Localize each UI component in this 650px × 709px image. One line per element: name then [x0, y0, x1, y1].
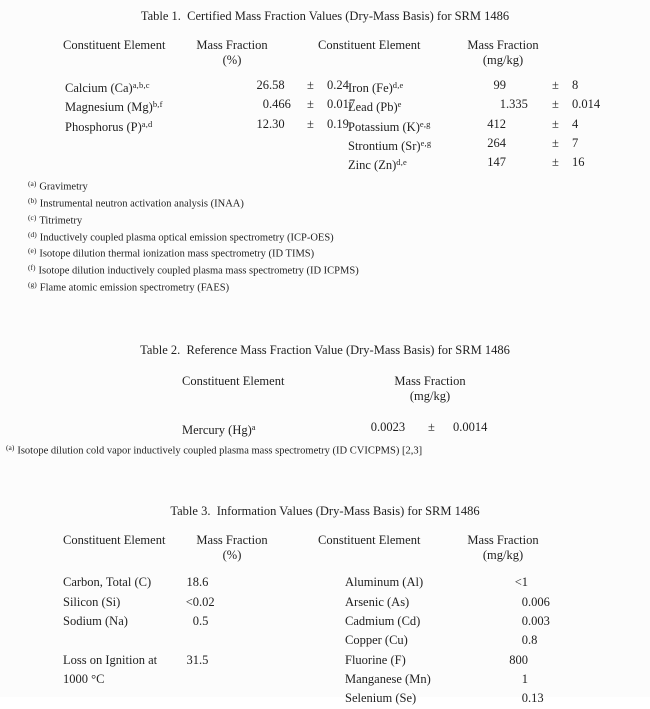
footnote-label: (a): [6, 443, 15, 453]
table-row: [0, 593, 650, 612]
element-name: Fluorine (F): [345, 652, 406, 667]
element-name: Loss on Ignition at: [63, 652, 158, 667]
table3-header-massfraction-left: [182, 533, 282, 563]
table-row: [0, 153, 650, 172]
footnote: [28, 228, 650, 245]
table3-rows: [0, 573, 650, 709]
value-integer: 0: [521, 613, 528, 628]
value-integer: <1: [514, 575, 528, 590]
footnote-text: Isotope dilution cold vapor inductively coupled plasma mass spectrometry (ID CVICPMS) [2,3]: [17, 445, 423, 457]
method-superscript: e,g: [419, 118, 431, 129]
value-integer: 0: [262, 97, 269, 112]
element-name: Arsenic (As): [345, 594, 410, 609]
value-integer: 0: [521, 594, 528, 609]
method-superscript: e: [397, 99, 402, 110]
table2-header-element: Constituent Element: [182, 374, 285, 389]
footnote-label: (f): [28, 263, 36, 272]
plus-minus-sign: ±: [428, 420, 435, 435]
table-row: [0, 76, 650, 95]
method-superscript: e,g: [420, 137, 432, 148]
header-label: Mass Fraction: [467, 533, 539, 548]
footnote-text: Inductively coupled plasma optical emission spectrometry (ICP-OES): [39, 232, 334, 244]
table3-section: [0, 504, 650, 709]
value-integer: <0: [185, 594, 199, 609]
table-row: [0, 134, 650, 153]
plus-minus-sign: ±: [552, 97, 559, 112]
value-integer: 0: [521, 691, 528, 706]
element-name: Strontium $(Sr)^{e,g}$: [348, 137, 432, 153]
element-name: Iron $(Fe)^{d,e}$: [348, 80, 404, 95]
method-superscript: a,b,c: [132, 80, 150, 90]
value-fraction: .003: [528, 613, 550, 628]
table2-header-massfraction: [380, 374, 480, 404]
footnote-text: Isotope dilution inductively coupled plasma mass spectrometry (ID ICPMS): [38, 265, 359, 277]
header-label: Mass Fraction: [467, 38, 539, 52]
footnote: [28, 244, 650, 261]
value-fraction: .6: [199, 575, 209, 590]
table1-header-massfraction-right: [453, 38, 553, 68]
element-name: Copper (Cu): [345, 633, 408, 648]
method-superscript: a,d: [141, 118, 153, 129]
element-name: Mercury $(Hg)^a$: [182, 422, 256, 438]
method-superscript: a: [251, 422, 256, 433]
footnote-text: Gravimetry: [39, 181, 88, 193]
element-name: Selenium (Se): [345, 691, 417, 706]
value-integer: 800: [509, 652, 528, 667]
table3-title: Table 3. Information Values (Dry-Mass Basis) for SRM 1486: [170, 504, 480, 519]
value-fraction: .30: [269, 116, 285, 131]
footnote-text: Flame atomic emission spectrometry (FAES): [39, 282, 230, 294]
footnote: [28, 261, 650, 278]
uncertainty-value: 0.19: [327, 116, 349, 131]
value-integer: 0: [192, 613, 199, 628]
value-integer: 0: [370, 420, 377, 435]
uncertainty-value: 8: [572, 78, 579, 92]
value-integer: 1: [521, 672, 528, 687]
value-fraction: .5: [199, 652, 209, 667]
table2-section: [0, 343, 650, 458]
value-integer: 26: [256, 78, 269, 92]
footnote-label: (c): [28, 212, 37, 222]
element-name: Lead $(Pb)^e$: [348, 99, 402, 115]
method-superscript: d,e: [392, 80, 404, 90]
table3-header-massfraction-right: [453, 533, 553, 563]
value-fraction: .006: [528, 594, 550, 609]
header-unit: (%): [222, 53, 242, 67]
table1-footnotes: [0, 177, 650, 294]
value-integer: 99: [493, 78, 506, 92]
method-superscript: b,f: [152, 99, 163, 110]
plus-minus-sign: ±: [552, 135, 559, 150]
value-integer: 412: [487, 116, 506, 131]
element-name: Potassium $(K)^{e,g}$: [348, 118, 431, 134]
value-fraction: .58: [269, 78, 285, 92]
table1-header-element-right: Constituent Element: [318, 38, 421, 52]
value-integer: 12: [256, 116, 269, 131]
header-unit: (mg/kg): [482, 53, 524, 67]
footnote: [6, 441, 650, 458]
plus-minus-sign: ±: [552, 78, 559, 92]
table-row: [0, 115, 650, 134]
value-integer: 264: [487, 135, 506, 150]
value-fraction: .02: [199, 594, 215, 609]
uncertainty-value: 0.017: [327, 97, 356, 112]
table-row: [0, 573, 650, 592]
value-fraction: .0023: [377, 420, 406, 435]
header-unit: (mg/kg): [482, 548, 524, 563]
element-name: Carbon, Total (C): [63, 575, 152, 590]
plus-minus-sign: ±: [307, 97, 314, 112]
table-row: [0, 631, 650, 650]
footnote-text: Titrimetry: [39, 215, 83, 227]
uncertainty-value: 4: [572, 116, 579, 131]
footnote-label: (a): [28, 179, 37, 189]
footnote-text: Isotope dilution thermal ionization mass spectrometry (ID TIMS): [39, 248, 315, 260]
plus-minus-sign: ±: [307, 116, 314, 131]
footnote-label: (d): [28, 229, 37, 239]
footnote-label: (e): [28, 246, 37, 256]
header-label: Mass Fraction: [196, 38, 268, 52]
plus-minus-sign: ±: [552, 155, 559, 170]
uncertainty-value: 0.24: [327, 78, 349, 92]
table3-header-row: [0, 533, 650, 563]
element-name: Sodium (Na): [63, 613, 128, 628]
table-row: [0, 419, 650, 438]
value-fraction: .335: [506, 97, 528, 112]
element-name: Silicon (Si): [63, 594, 121, 609]
footnote-label: (b): [28, 196, 37, 206]
footnote-text: Instrumental neutron activation analysis (INAA): [39, 198, 244, 210]
element-name: Cadmium (Cd): [345, 613, 421, 628]
value-integer: 0: [521, 633, 528, 648]
value-fraction: .466: [269, 97, 291, 112]
table-row: [0, 689, 650, 708]
uncertainty-value: 0.0014: [453, 420, 488, 435]
element-name: Magnesium $(Mg)^{b,f}$: [65, 99, 163, 115]
table-row: [0, 670, 650, 689]
table-row: [0, 95, 650, 114]
footnote: [28, 211, 650, 228]
uncertainty-value: 7: [572, 135, 579, 150]
element-name: Calcium $(Ca)^{a,b,c}$: [65, 80, 150, 95]
header-unit: (mg/kg): [409, 389, 451, 404]
value-fraction: .8: [528, 633, 538, 648]
footnote: [28, 177, 650, 194]
table2-title: Table 2. Reference Mass Fraction Value (Dry-Mass Basis) for SRM 1486: [140, 343, 510, 358]
value-integer: 147: [487, 155, 506, 170]
uncertainty-value: 0.014: [572, 97, 601, 112]
table-row: [0, 651, 650, 670]
value-integer: 1: [499, 97, 506, 112]
header-label: Mass Fraction: [394, 374, 466, 389]
table1-header-element-left: Constituent Element: [63, 38, 166, 52]
table2-rows: [0, 419, 650, 438]
table-row: [0, 612, 650, 631]
table1-title: Table 1. Certified Mass Fraction Values (Dry-Mass Basis) for SRM 1486: [140, 9, 510, 23]
value-integer: 18: [186, 575, 199, 590]
value-integer: 31: [186, 652, 199, 667]
table2-header-row: [0, 374, 650, 404]
table1-header-row: [0, 38, 650, 68]
element-name: Aluminum (Al): [345, 575, 424, 590]
footnote: [28, 194, 650, 211]
header-label: Mass Fraction: [196, 533, 268, 548]
table1-header-massfraction-left: [182, 38, 282, 68]
table2-footnotes: [0, 441, 650, 458]
element-name: Phosphorus $(P)^{a,d}$: [65, 118, 153, 134]
header-unit: (%): [222, 548, 242, 563]
table1-section: [0, 0, 650, 294]
footnote: [28, 278, 650, 295]
value-fraction: .5: [199, 613, 209, 628]
table3-header-element-left: Constituent Element: [63, 533, 166, 548]
value-fraction: .13: [528, 691, 544, 706]
plus-minus-sign: ±: [307, 78, 314, 92]
table3-header-element-right: Constituent Element: [318, 533, 421, 548]
element-name: Zinc $(Zn)^{d,e}$: [348, 157, 407, 173]
plus-minus-sign: ±: [552, 116, 559, 131]
uncertainty-value: 16: [572, 155, 585, 170]
method-superscript: d,e: [396, 157, 407, 168]
footnote-label: (g): [28, 279, 37, 289]
element-name: 1000 °C: [63, 672, 105, 687]
table1-rows: [0, 76, 650, 172]
element-name: Manganese (Mn): [345, 672, 431, 687]
